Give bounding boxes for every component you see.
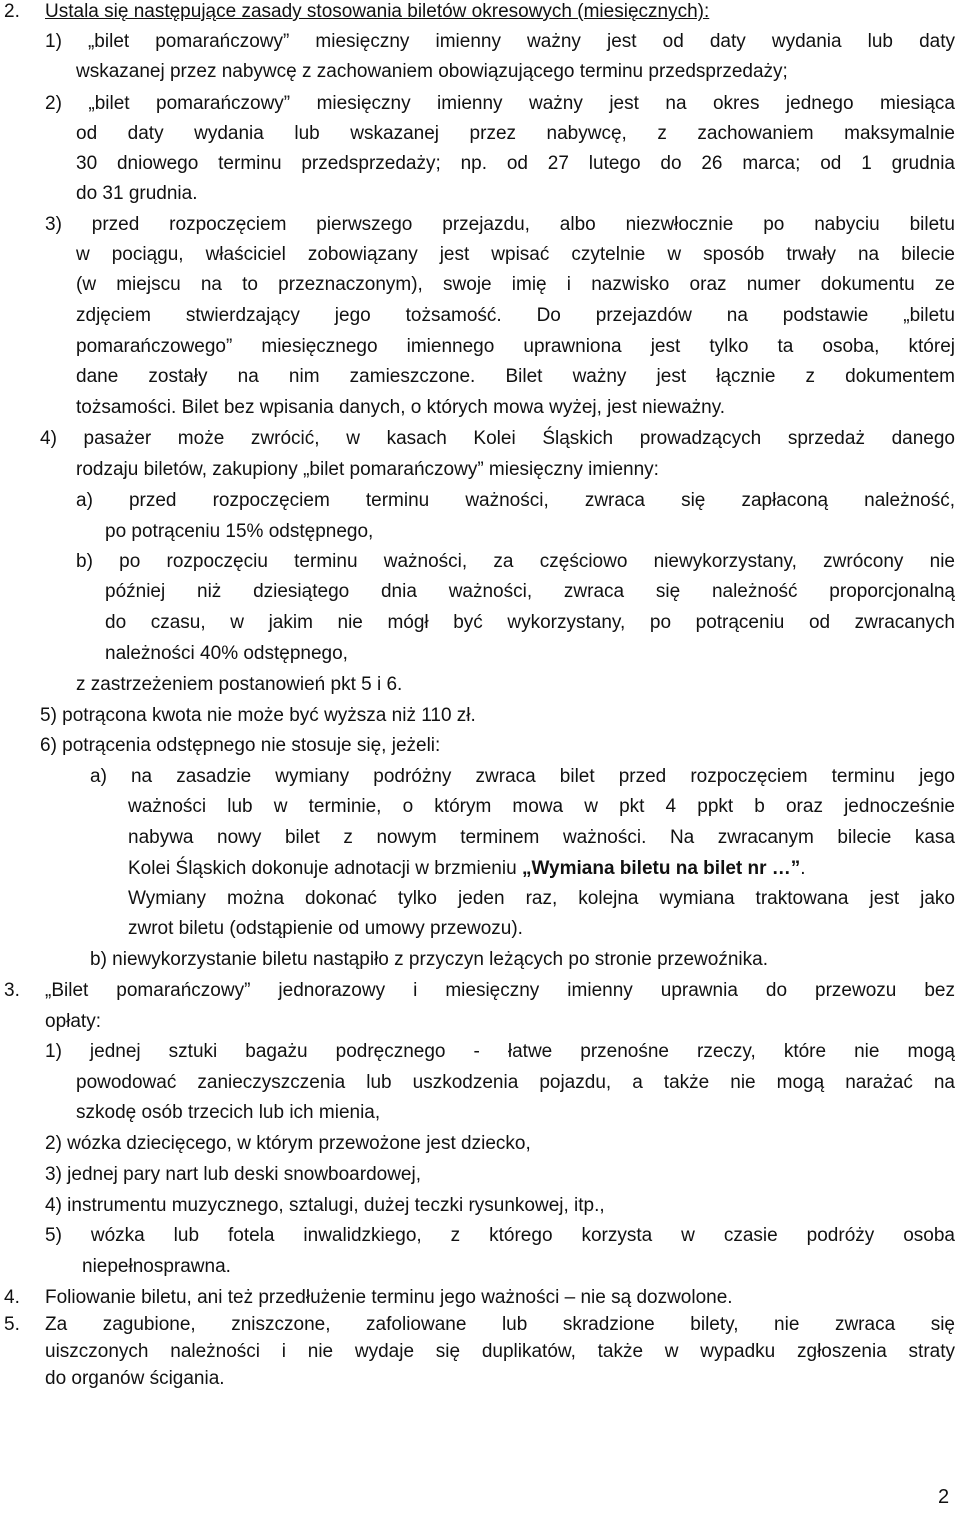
- text-line: [40, 427, 955, 451]
- line-text: 30 dniowego terminu przedsprzedaży; np. od 27 lutego do 26 marca; od 1 grudnia: [76, 153, 955, 174]
- line-text: pomarańczowego” miesięcznego imiennego uprawniona jest tylko ta osoba, której: [76, 336, 955, 357]
- line-text: należności 40% odstępnego,: [105, 643, 348, 664]
- line-text: do 31 grudnia.: [76, 183, 198, 204]
- line-text: opłaty:: [45, 1011, 101, 1032]
- line-text: Ustala się następujące zasady stosowania biletów okresowych (miesięcznych):: [45, 1, 710, 22]
- text-line: [45, 1367, 225, 1391]
- line-text: Wymiany można dokonać tylko jeden raz, kolejna wymiana traktowana jest jako: [128, 888, 955, 909]
- text-line: [76, 1071, 955, 1095]
- text-line: [76, 1101, 380, 1125]
- line-text: powodować zanieczyszczenia lub uszkodzenia pojazdu, a także nie mogą narażać na: [76, 1072, 955, 1093]
- line-text: „Bilet pomarańczowy” jednorazowy i miesięczny imienny uprawnia do przewozu bez: [45, 980, 955, 1001]
- line-text: (w miejscu na to przeznaczonym), swoje imię i nazwisko oraz numer dokumentu ze: [76, 274, 955, 295]
- line-text: ważności lub w terminie, o którym mowa w pkt 4 ppkt b oraz jednocześnie: [128, 796, 955, 817]
- text-line: [4, 1313, 20, 1337]
- text-line: [76, 365, 955, 389]
- line-text: szkodę osób trzecich lub ich mienia,: [76, 1102, 381, 1123]
- text-line: [128, 795, 955, 819]
- line-text: Kolei Śląskich dokonuje adnotacji w brzmieniu: [128, 858, 522, 879]
- bold-phrase: „Wymiana biletu na bilet nr …”: [521, 858, 801, 879]
- line-text: 5) wózka lub fotela inwalidzkiego, z którego korzysta w czasie podróży osoba: [45, 1225, 955, 1246]
- text-line: [40, 734, 440, 758]
- text-line: [45, 1010, 101, 1034]
- text-line: [105, 580, 955, 604]
- text-line: [76, 60, 788, 84]
- line-text: w pociągu, właściciel zobowiązany jest wpisać czytelnie w sposób trwały na bilecie: [76, 244, 955, 265]
- line-text: uiszczonych należności i nie wydaje się duplikatów, także w wypadku zgłoszenia straty: [45, 1341, 955, 1362]
- text-line: [45, 1340, 955, 1364]
- line-text: 2) wózka dziecięcego, w którym przewożone jest dziecko,: [45, 1133, 531, 1154]
- line-text: rodzaju biletów, zakupiony „bilet pomarańczowy” miesięczny imienny:: [76, 459, 659, 480]
- line-text: Foliowanie biletu, ani też przedłużenie terminu jego ważności – nie są dozwolone.: [45, 1287, 733, 1308]
- line-text: wskazanej przez nabywcę z zachowaniem obowiązującego terminu przedsprzedaży;: [76, 61, 788, 82]
- line-text: 4.: [4, 1287, 20, 1308]
- line-text: b) po rozpoczęciu terminu ważności, za częściowo niewykorzystany, zwrócony nie: [76, 551, 955, 572]
- text-line: [128, 826, 955, 850]
- text-line: [76, 396, 725, 420]
- page-number: 2: [938, 1486, 950, 1508]
- text-line: [128, 917, 523, 941]
- text-line: [45, 30, 955, 54]
- line-text: 5.: [4, 1314, 20, 1335]
- text-line: [128, 857, 806, 881]
- text-line: [76, 152, 955, 176]
- text-line: [90, 948, 768, 972]
- text-line: [128, 887, 955, 911]
- text-line: [76, 122, 955, 146]
- text-line: [76, 550, 955, 574]
- line-text: 6) potrącenia odstępnego nie stosuje się, jeżeli:: [40, 735, 441, 756]
- line-text: od daty wydania lub wskazanej przez nabywcę, z zachowaniem maksymalnie: [76, 123, 955, 144]
- line-text: 3.: [4, 980, 20, 1001]
- line-text: 4) instrumentu muzycznego, sztalugi, dużej teczki rysunkowej, itp.,: [45, 1195, 605, 1216]
- text-line: [45, 1224, 955, 1248]
- line-text: później niż dziesiątego dnia ważności, zwraca się należność proporcjonalną: [105, 581, 955, 602]
- line-text: zwrot biletu (odstąpienie od umowy przewozu).: [128, 918, 523, 939]
- text-line: [76, 182, 198, 206]
- text-line: [4, 979, 20, 1003]
- line-text: do czasu, w jakim nie mógł być wykorzystany, po potrąceniu od zwracanych: [105, 612, 955, 633]
- line-suffix: .: [800, 858, 806, 879]
- text-line: [45, 213, 955, 237]
- line-text: 1) jednej sztuki bagażu podręcznego - łatwe przenośne rzeczy, które nie mogą: [45, 1041, 955, 1062]
- text-line: [76, 673, 402, 697]
- text-line: [76, 243, 955, 267]
- text-line: [45, 1132, 531, 1156]
- line-text: a) przed rozpoczęciem terminu ważności, zwraca się zapłaconą należność,: [76, 490, 955, 511]
- text-line: [105, 520, 373, 544]
- text-line: [4, 1286, 20, 1310]
- line-text: 3) jednej pary nart lub deski snowboardowej,: [45, 1164, 421, 1185]
- text-line: [105, 611, 955, 635]
- line-text: Za zagubione, zniszczone, zafoliowane lub skradzione bilety, nie zwraca się: [45, 1314, 955, 1335]
- text-line: [76, 273, 955, 297]
- text-line: [76, 304, 955, 328]
- text-line: [90, 765, 955, 789]
- text-line: [76, 458, 659, 482]
- line-text: zdjęciem stwierdzający jego tożsamość. Do przejazdów na podstawie „biletu: [76, 305, 955, 326]
- text-line: [82, 1255, 231, 1279]
- text-line: [45, 92, 955, 116]
- text-line: [45, 1040, 955, 1064]
- line-text: 3) przed rozpoczęciem pierwszego przejazdu, albo niezwłocznie po nabyciu biletu: [45, 214, 955, 235]
- line-text: b) niewykorzystanie biletu nastąpiło z przyczyn leżących po stronie przewoźnika.: [90, 949, 768, 970]
- line-text: po potrąceniu 15% odstępnego,: [105, 521, 374, 542]
- line-text: 2) „bilet pomarańczowy” miesięczny imienny ważny jest na okres jednego miesiąca: [45, 93, 955, 114]
- line-text: nabywa nowy bilet z nowym terminem ważności. Na zwracanym bilecie kasa: [128, 827, 955, 848]
- text-line: [76, 489, 955, 513]
- line-text: tożsamości. Bilet bez wpisania danych, o których mowa wyżej, jest nieważny.: [76, 397, 726, 418]
- line-text: 2.: [4, 1, 20, 22]
- line-text: do organów ścigania.: [45, 1368, 225, 1389]
- line-text: 1) „bilet pomarańczowy” miesięczny imienny ważny jest od daty wydania lub daty: [45, 31, 955, 52]
- text-line: [105, 642, 348, 666]
- text-line: [45, 1286, 733, 1310]
- text-line: [76, 335, 955, 359]
- text-line: [40, 704, 476, 728]
- line-text: a) na zasadzie wymiany podróżny zwraca bilet przed rozpoczęciem terminu jego: [90, 766, 955, 787]
- line-text: 5) potrącona kwota nie może być wyższa niż 110 zł.: [40, 705, 476, 726]
- text-line: [45, 1313, 955, 1337]
- line-text: 4) pasażer może zwrócić, w kasach Kolei Śląskich prowadzących sprzedaż danego: [40, 428, 955, 449]
- text-line: [45, 1163, 421, 1187]
- text-line: [4, 0, 20, 24]
- text-line: [45, 1194, 605, 1218]
- text-line: [45, 979, 955, 1003]
- line-text: dane zostały na nim zamieszczone. Bilet ważny jest łącznie z dokumentem: [76, 366, 955, 387]
- line-text: z zastrzeżeniem postanowień pkt 5 i 6.: [76, 674, 403, 695]
- text-line: [45, 0, 955, 24]
- line-text: niepełnosprawna.: [82, 1256, 231, 1277]
